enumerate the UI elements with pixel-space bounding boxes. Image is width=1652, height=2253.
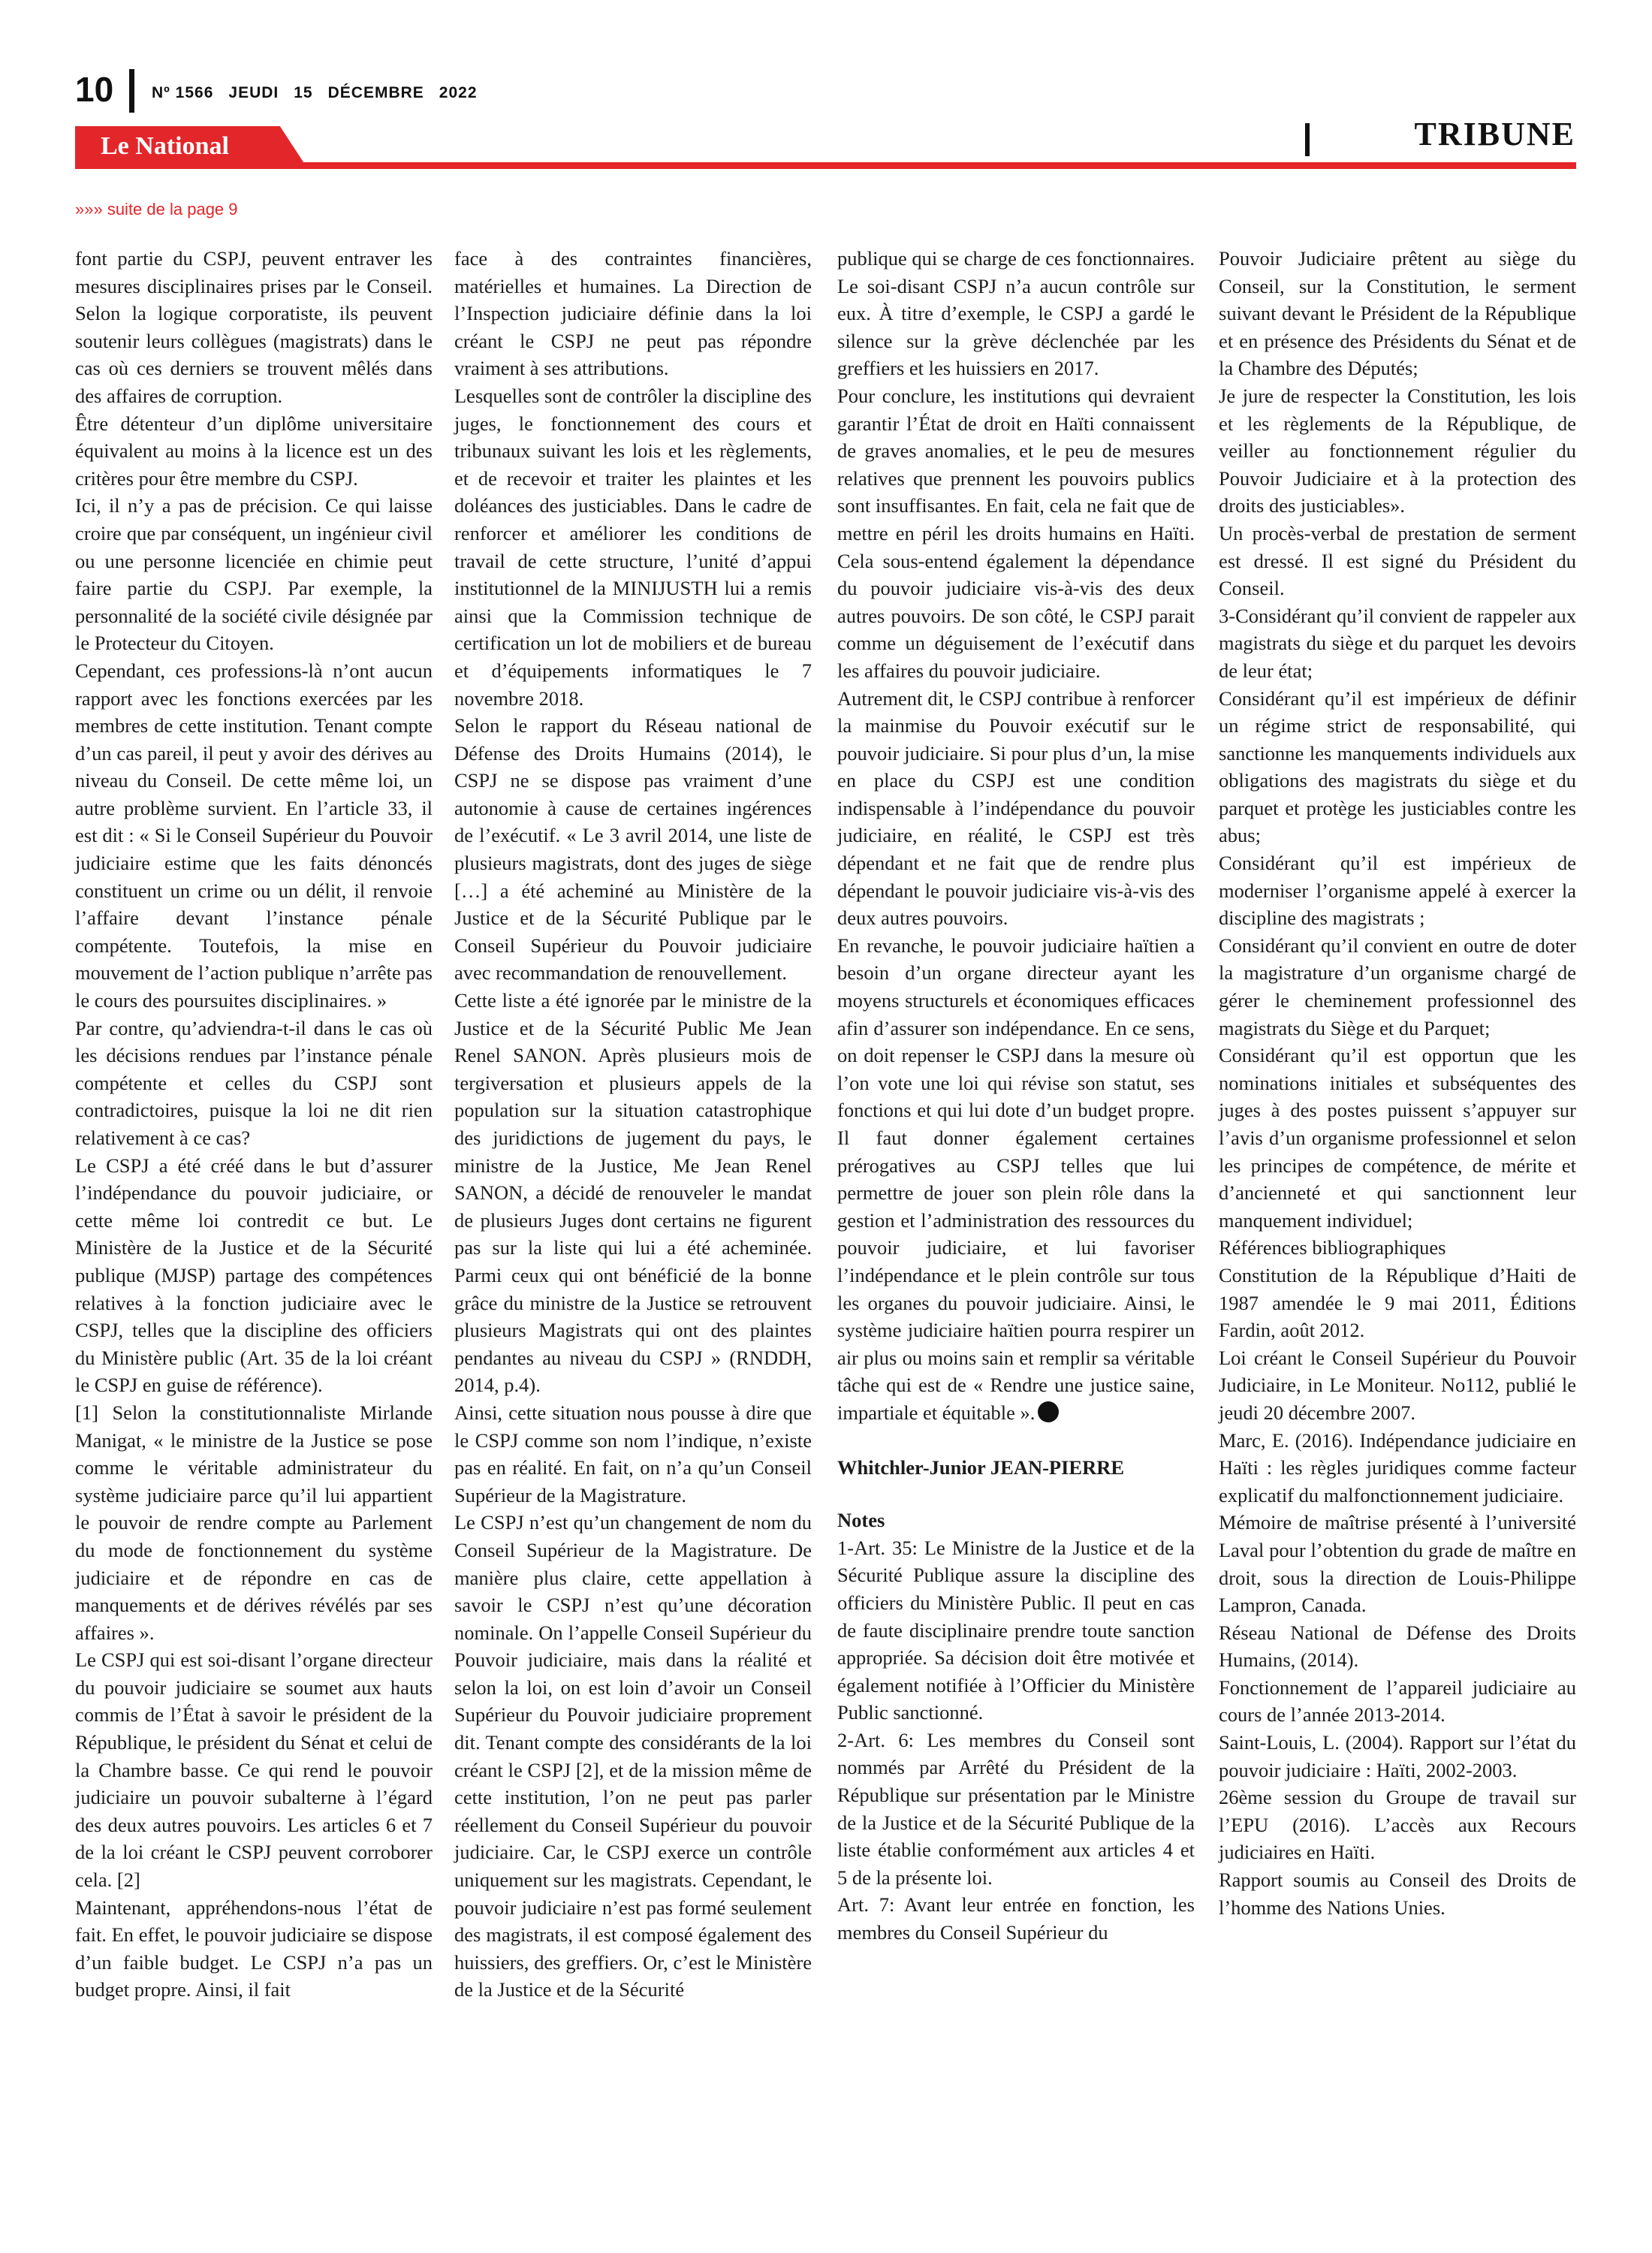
issue-weekday: JEUDI — [228, 84, 279, 101]
reference-item: Réseau National de Défense des Droits Humains, (2014). — [1219, 1621, 1576, 1672]
brand-logo-text: Le National — [101, 132, 229, 160]
reference-item: Saint-Louis, L. (2004). Rapport sur l’état du pouvoir judiciaire : Haïti, 2002-2003. — [1219, 1731, 1576, 1781]
paragraph: Pouvoir Judiciaire prêtent au siège du Conseil, sur la Constitution, le serment suivant devant le Président de la République et en présence des Présidents du Sénat et de la Chambre des Députés; — [1219, 247, 1576, 380]
issue-line — [152, 84, 493, 102]
notes-heading: Notes — [837, 1509, 885, 1532]
reference-item: Mémoire de maîtrise présenté à l’université Laval pour l’obtention du grade de maître en droit, sous la direction de Louis-Philippe Lampron, Canada. — [1219, 1511, 1576, 1617]
issue-day: 15 — [294, 84, 313, 101]
paragraph: Cette liste a été ignorée par le ministre de la Justice et de la Sécurité Public Me Jean Renel SANON. Après plusieurs mois de tergiversation et plusieurs appels de la population sur la situation catastrophique des juridictions de jugement du pays, le ministre de la Justice, Me Jean Renel SANON, a décidé de renouveler le mandat de plusieurs Juges dont certains ne figurent pas sur la liste qui lui a été acheminée. Parmi ceux qui ont bénéficié de la bonne grâce du ministre de la Justice se retrouvent plusieurs Magistrats qui ont des plaintes pendantes au niveau du CSPJ » (RNDDH, 2014, p.4). — [454, 989, 812, 1397]
paragraph: Pour conclure, les institutions qui devraient garantir l’État de droit en Haïti connaissent de graves anomalies, et le peu de mesures relatives que prennent les pouvoirs publics sont insuffisantes. En fait, cela ne fait que de mettre en péril les droits humains en Haïti. Cela sous-entend également la dépendance du pouvoir judiciaire vis-à-vis des deux autres pouvoirs. De son côté, le CSPJ parait comme un déguisement de l’exécutif dans les affaires du pouvoir judiciaire. — [837, 384, 1195, 682]
paragraph: Autrement dit, le CSPJ contribue à renforcer la mainmise du Pouvoir exécutif sur le pouvoir judiciaire. Si pour plus d’un, la mise en place du CSPJ est une condition indispensable à l’indépendance du pouvoir judiciaire, en réalité, le CSPJ est très dépendant et ne fait que de rendre plus dépendant le pouvoir judiciaire vis-à-vis des deux autres pouvoirs. — [837, 686, 1195, 930]
paragraph: Le CSPJ a été créé dans le but d’assurer l’indépendance du pouvoir judiciaire, or cette même loi contredit ce but. Le Ministère de la Justice et de la Sécurité publique (MJSP) partage des compétences relatives à la fonction judiciaire avec le CSPJ, telles que la discipline des officiers du Ministère public (Art. 35 de la loi créant le CSPJ en guise de référence). — [75, 1154, 433, 1397]
paragraph: publique qui se charge de ces fonctionnaires. Le soi-disant CSPJ n’a aucun contrôle sur eux. À titre d’exemple, le CSPJ a gardé le silence sur la grève déclenchée par les greffiers et les huissiers en 2017. — [837, 247, 1195, 380]
paragraph: 3-Considérant qu’il convient de rappeler aux magistrats du siège et du parquet les devoirs de leur état; — [1219, 604, 1576, 682]
paragraph: Être détenteur d’un diplôme universitaire équivalent au moins à la licence est un des critères pour être membre du CSPJ. — [75, 412, 433, 490]
paragraph: Selon le rapport du Réseau national de Défense des Droits Humains (2014), le CSPJ ne se dispose pas vraiment d’une autonomie à cause de certaines ingérences de l’exécutif. « Le 3 avril 2014, une liste de plusieurs magistrats, dont des juges de siège […] a été acheminé au Ministère de la Justice et de la Sécurité Publique par le Conseil Supérieur du Pouvoir judiciaire avec recommandation de renouvellement. — [454, 714, 812, 985]
article-column-2 — [454, 245, 812, 2004]
note-item: Art. 7: Avant leur entrée en fonction, les membres du Conseil Supérieur du — [837, 1893, 1195, 1944]
section-divider — [1305, 123, 1310, 156]
note-item: 2-Art. 6: Les membres du Conseil sont nommés par Arrêté du Président de la République sur présentation par le Ministre de la Justice et de la Sécurité Publique de la liste établie conformément aux articles 4 et 5 de la présente loi. — [837, 1728, 1195, 1889]
paragraph: Maintenant, appréhendons-nous l’état de fait. En effet, le pouvoir judiciaire se dispose d’un faible budget. Le CSPJ n’a pas un budget propre. Ainsi, il fait — [75, 1896, 433, 2001]
references-heading: Références bibliographiques — [1219, 1236, 1446, 1259]
paragraph: Considérant qu’il convient en outre de doter la magistrature d’un organisme chargé de gérer le cheminement professionnel des magistrats du Siège et du Parquet; — [1219, 933, 1576, 1039]
author-signature: Whitchler-Junior JEAN-PIERRE — [837, 1455, 1125, 1479]
paragraph: Considérant qu’il est impérieux de définir un régime strict de responsabilité, qui sanctionne les manquements individuels aux obligations des magistrats du siège et du parquet et protège les justiciables contre les abus; — [1219, 686, 1576, 847]
note-item: 1-Art. 35: Le Ministre de la Justice et de la Sécurité Publique assure la discipline des officiers du Ministère Public. Il peut en cas de faute disciplinaire prendre toute sanction appropriée. Sa décision doit être motivée et également notifiée à l’Officier du Ministère Public sanctionné. — [837, 1536, 1195, 1724]
paragraph: Considérant qu’il est impérieux de moderniser l’organisme appelé à exercer la discipline des magistrats ; — [1219, 852, 1576, 930]
issue-month: DÉCEMBRE — [327, 84, 424, 101]
reference-item: Loi créant le Conseil Supérieur du Pouvoir Judiciaire, in Le Moniteur. No112, publié le jeudi 20 décembre 2007. — [1219, 1346, 1576, 1424]
page-number-divider — [129, 69, 134, 113]
paragraph: Cependant, ces professions-là n’ont aucun rapport avec les fonctions exercées par les membres de cette institution. Tenant compte d’un cas pareil, il peut y avoir des dérives au niveau du Conseil. De cette même loi, un autre problème survient. En l’article 33, il est dit : « Si le Conseil Supérieur du Pouvoir judiciaire estime que les faits dénoncés constituent un crime ou un délit, il renvoie l’affaire devant l’instance pénale compétente. Toutefois, la mise en mouvement de l’action publique n’arrête pas le cours des poursuites disciplinaires. » — [75, 659, 433, 1012]
paragraph: [1] Selon la constitutionnaliste Mirlande Manigat, « le ministre de la Justice se pose comme le véritable administrateur du système judiciaire parce qu’il lui appartient le pouvoir de rendre compte au Parlement du mode de fonctionnement du système judiciaire et de répondre en cas de manquements et de dérives révélés par ses affaires ». — [75, 1401, 433, 1644]
paragraph: Ainsi, cette situation nous pousse à dire que le CSPJ comme son nom l’indique, n’existe pas en réalité. En fait, on n’a qu’un Conseil Supérieur de la Magistrature. — [454, 1401, 812, 1507]
article-column-3 — [837, 245, 1195, 1947]
paragraph: Le CSPJ qui est soi-disant l’organe directeur du pouvoir judiciaire se soumet aux hauts commis de l’État à savoir le président de la République, le président du Sénat et celui de la Chambre basse. Ce qui rend le pouvoir judiciaire un pouvoir subalterne à l’égard des deux autres pouvoirs. Les articles 6 et 7 de la loi créant le CSPJ peuvent corroborer cela. [2] — [75, 1648, 433, 1892]
paragraph: Considérant qu’il est opportun que les nominations initiales et subséquentes des juges à des postes puissent s’appuyer sur l’avis d’un organisme professionnel et selon les principes de compétence, de mérite et d’ancienneté et qui sanctionnent leur manquement individuel; — [1219, 1044, 1576, 1232]
paragraph — [837, 932, 1195, 1427]
reference-item: Rapport soumis au Conseil des Droits de l’homme des Nations Unies. — [1219, 1868, 1576, 1919]
reference-item: Constitution de la République d’Haiti de 1987 amendée le 9 mai 2011, Éditions Fardin, août 2012. — [1219, 1263, 1576, 1342]
article-column-4 — [1219, 245, 1576, 1921]
paragraph: Le CSPJ n’est qu’un changement de nom du Conseil Supérieur de la Magistrature. De manière plus claire, cette appellation à savoir le CSPJ n’est qu’une décoration nominale. On l’appelle Conseil Supérieur du Pouvoir judiciaire, mais dans la réalité et selon la loi, on est loin d’avoir un Conseil Supérieur du Pouvoir judiciaire proprement dit. Tenant compte des considérants de la loi créant le CSPJ [2], et de la mission même de cette institution, l’on ne peut pas parler réellement du Conseil Supérieur du pouvoir judiciaire. Car, le CSPJ exerce un contrôle uniquement sur les magistrats. Cependant, le pouvoir judiciaire n’est pas formé seulement des magistrats, il est composé également des huissiers, des greffiers. Or, c’est le Ministère de la Justice et de la Sécurité — [454, 1511, 812, 2001]
end-of-article-icon — [1038, 1401, 1059, 1422]
paragraph: Je jure de respecter la Constitution, les lois et les règlements de la République, de veiller au fonctionnement régulier du Pouvoir Judiciaire et à la protection des droits des justiciables». — [1219, 384, 1576, 517]
paragraph: Par contre, qu’adviendra-t-il dans le cas où les décisions rendues par l’instance pénale compétente et celles du CSPJ sont contradictoires, puisque la loi ne dit rien relativement à ce cas? — [75, 1016, 433, 1149]
paragraph: Un procès-verbal de prestation de serment est dressé. Il est signé du Président du Conseil. — [1219, 521, 1576, 600]
reference-item: 26ème session du Groupe de travail sur l’EPU (2016). L’accès aux Recours judiciaires en Haïti. — [1219, 1786, 1576, 1864]
paragraph: font partie du CSPJ, peuvent entraver les mesures disciplinaires prises par le Conseil. Selon la logique corporatiste, ils peuvent soutenir leurs collègues (magistrats) dans le cas où ces derniers se trouvent mêlés dans des affaires de corruption. — [75, 247, 433, 407]
page-number: 10 — [75, 70, 114, 109]
section-title: TRIBUNE — [1414, 116, 1575, 152]
closing-paragraph-text: En revanche, le pouvoir judiciaire haïtien a besoin d’un organe directeur ayant les moyens structurels et économiques efficaces afin d’assurer son indépendance. En ce sens, on doit repenser le CSPJ dans la mesure où l’on vote une loi qui révise son statut, ses fonctions et qui lui dote d’un budget propre. Il faut donner également certaines prérogatives au CSPJ telles que lui permettre de jouer son plein rôle dans la gestion et l’administration des ressources du pouvoir judiciaire, et lui favoriser l’indépendance et le plein contrôle sur tous les organes du pouvoir judiciaire. Ainsi, le système judiciaire haïtien pourra respirer un air plus ou moins sain et remplir sa véritable tâche qui est de « Rendre une justice saine, impartiale et équitable ». — [837, 933, 1195, 1424]
reference-item: Marc, E. (2016). Indépendance judiciaire en Haïti : les règles juridiques comme facteur explicatif du malfonctionnement judiciaire. — [1219, 1428, 1576, 1507]
paragraph: Lesquelles sont de contrôler la discipline des juges, le fonctionnement des cours et tribunaux suivant les lois et les règlements, et de recevoir et traiter les plaintes et les doléances des justiciables. Dans le cadre de renforcer et améliorer les conditions de travail de cette structure, l’unité d’appui institutionnel de la MINIJUSTH lui a remis ainsi que la Commission technique de certification un lot de mobiliers et de bureau et d’équipements informatiques le 7 novembre 2018. — [454, 384, 812, 710]
article-column-1 — [75, 245, 433, 2004]
reference-item: Fonctionnement de l’appareil judiciaire au cours de l’année 2013-2014. — [1219, 1675, 1576, 1727]
issue-number: Nº 1566 — [152, 84, 214, 101]
paragraph: face à des contraintes financières, matérielles et humaines. La Direction de l’Inspection judiciaire définie dans la loi créant le CSPJ ne peut pas répondre vraiment à ses attributions. — [454, 247, 812, 380]
issue-year: 2022 — [439, 84, 478, 101]
continued-from-link[interactable]: »»» suite de la page 9 — [75, 200, 238, 219]
paragraph: Ici, il n’y a pas de précision. Ce qui laisse croire que par conséquent, un ingénieur civil ou une personne licenciée en chimie peut faire partie du CSPJ. Par exemple, la personnalité de la société civile désignée par le Protecteur du Citoyen. — [75, 494, 433, 655]
